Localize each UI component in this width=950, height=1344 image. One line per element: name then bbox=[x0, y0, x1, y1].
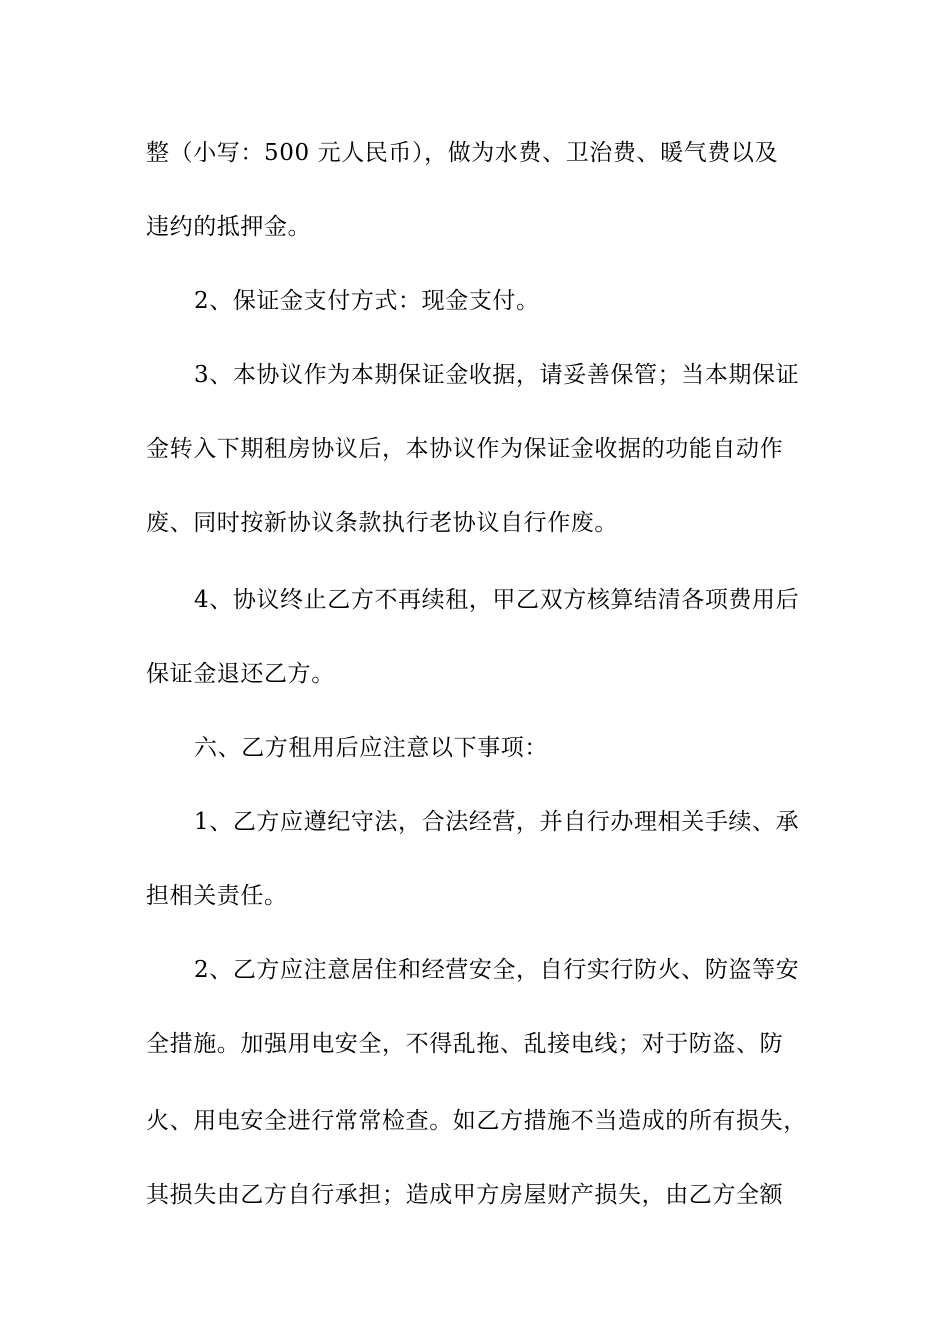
text-line: 2、保证金支付方式：现金支付。 bbox=[194, 288, 540, 314]
text-line: 违约的抵押金。 bbox=[146, 214, 312, 240]
section-heading: 六、乙方租用后应注意以下事项： bbox=[194, 735, 548, 761]
text-line: 3、本协议作为本期保证金收据，请妥善保管；当本期保证 bbox=[194, 362, 800, 388]
text-line: 保证金退还乙方。 bbox=[146, 661, 335, 687]
text-line: 4、协议终止乙方不再续租，甲乙双方核算结清各项费用后 bbox=[194, 587, 800, 613]
text-line: 废、同时按新协议条款执行老协议自行作废。 bbox=[146, 510, 618, 536]
text-line: 火、用电安全进行常常检查。如乙方措施不当造成的所有损失， bbox=[146, 1108, 807, 1134]
text-line: 全措施。加强用电安全，不得乱拖、乱接电线；对于防盗、防 bbox=[146, 1031, 784, 1057]
text-line: 1、乙方应遵纪守法，合法经营，并自行办理相关手续、承 bbox=[194, 809, 800, 835]
text-line: 担相关责任。 bbox=[146, 883, 288, 909]
text-line: 金转入下期租房协议后，本协议作为保证金收据的功能自动作 bbox=[146, 436, 784, 462]
text-line: 整（小写：500 元人民币），做为水费、卫治费、暖气费以及 bbox=[146, 140, 779, 166]
text-line: 2、乙方应注意居住和经营安全，自行实行防火、防盗等安 bbox=[194, 957, 800, 983]
text-line: 其损失由乙方自行承担；造成甲方房屋财产损失，由乙方全额 bbox=[146, 1182, 784, 1208]
